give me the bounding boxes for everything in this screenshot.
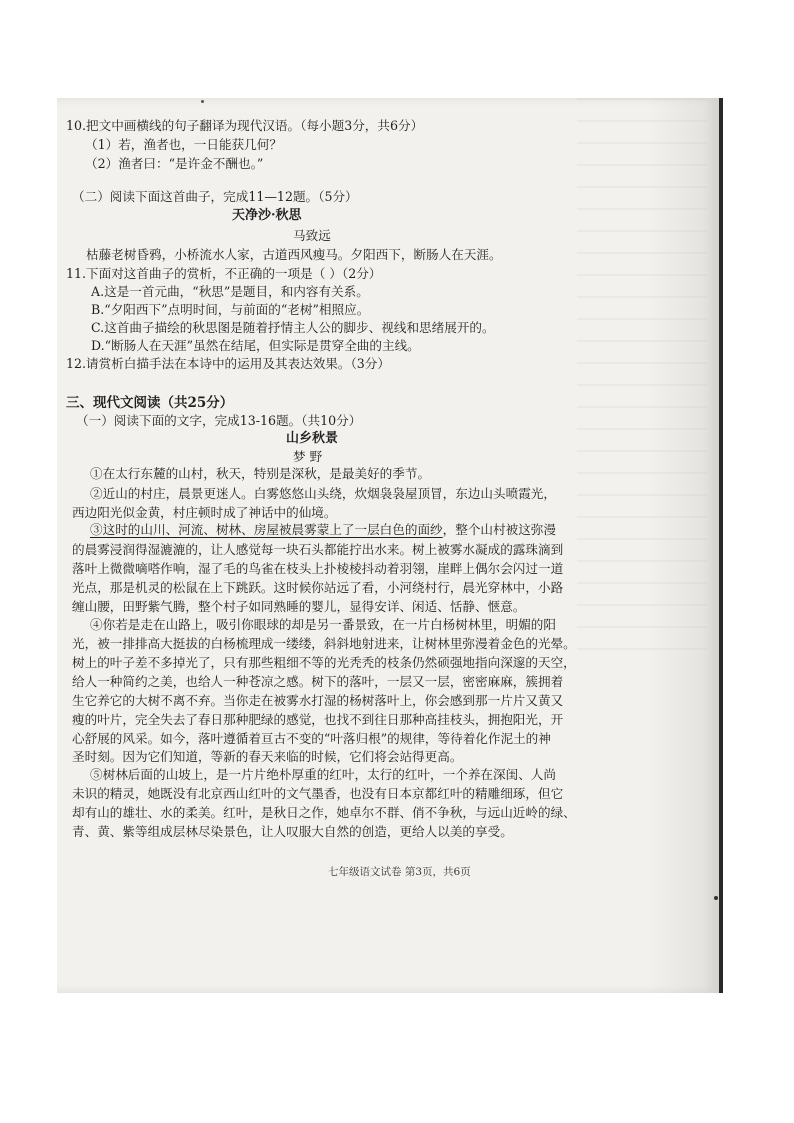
essay-p3-line3: 落叶上微微嘀嗒作响，湿了毛的鸟雀在枝头上扑棱棱抖动着羽翎，崖畔上偶尔会闪过一道 bbox=[72, 561, 564, 576]
q11-option-c: C.这首曲子描绘的秋思图是随着抒情主人公的脚步、视线和思绪展开的。 bbox=[91, 320, 495, 335]
q11-option-b: B.“夕阳西下”点明时间，与前面的“老树”相照应。 bbox=[91, 302, 370, 317]
poem-title: 天净沙·秋思 bbox=[232, 208, 302, 223]
back-page-bleed bbox=[577, 98, 707, 658]
q11-option-d: D.“断肠人在天涯”虽然在结尾，但实际是贯穿全曲的主线。 bbox=[91, 338, 420, 353]
essay-p2-line2: 西边阳光似金黄，村庄顿时成了神话中的仙境。 bbox=[72, 505, 337, 520]
section-3-heading: 三、现代文阅读（共25分） bbox=[66, 395, 234, 411]
essay-title: 山乡秋景 bbox=[286, 431, 339, 446]
speck bbox=[714, 896, 718, 900]
essay-p4-line2: 光，被一排排高大挺拔的白杨梳理成一缕缕，斜斜地射进来，让树林里弥漫着金色的光晕。 bbox=[72, 636, 576, 651]
essay-p5-line2: 未识的精灵，她既没有北京西山红叶的文气墨香，也没有日本京都红叶的精雕细琢，但它 bbox=[72, 786, 564, 801]
essay-p5-line3: 却有山的雄壮、水的柔美。红叶，是秋日之作，她卓尔不群、俏不争秋，与远山近岭的绿、 bbox=[72, 805, 576, 820]
q10-sentence-1: （1）若，渔者也，一日能获几何？ bbox=[85, 137, 282, 152]
essay-p4-line3: 树上的叶子差不多掉光了，只有那些粗细不等的光秃秃的枝条仍然硕强地指向深邃的天空， bbox=[72, 655, 576, 670]
section-2-heading: （二）阅读下面这首曲子，完成11—12题。（5分） bbox=[72, 189, 358, 204]
section-3-sub: （一）阅读下面的文字，完成13-16题。（共10分） bbox=[76, 413, 362, 428]
q10-title: 10.把文中画横线的句子翻译为现代汉语。（每小题3分，共6分） bbox=[66, 118, 424, 133]
essay-p4-line7: 心舒展的风采。如今，落叶遵循着亘古不变的“叶落归根”的规律，等待着化作泥土的神 bbox=[72, 731, 551, 746]
q12-title: 12.请赏析白描手法在本诗中的运用及其表达效果。（3分） bbox=[66, 356, 390, 371]
essay-p4-line5: 生它养它的大树不离不弃。当你走在被雾水打湿的杨树落叶上，你会感到那一片片又黄又 bbox=[72, 693, 564, 708]
essay-p4-line8: 圣时刻。因为它们知道，等新的春天来临的时候，它们将会站得更高。 bbox=[72, 749, 463, 764]
underlined-sentence: ③这时的山川、河流、树林、房屋被晨雾蒙上了一层白色的面纱 bbox=[90, 522, 443, 537]
essay-p3-line1 bbox=[90, 522, 556, 538]
essay-p3-line1-rest: ，整个山村被这弥漫 bbox=[442, 522, 556, 537]
essay-p4-line6: 瘦的叶片，完全失去了春日那种肥绿的感觉，也找不到往日那种高挂枝头，拥抱阳光，开 bbox=[72, 712, 564, 727]
essay-p4-line1: ④你若是走在山路上，吸引你眼球的却是另一番景致，在一片白杨树林里，明媚的阳 bbox=[90, 617, 556, 632]
essay-p3-line4: 光点，那是机灵的松鼠在上下跳跃。这时候你站远了看，小河绕村行，晨光穿林中，小路 bbox=[72, 580, 564, 595]
essay-p3-line5: 缠山腰，田野紫气腾，整个村子如同熟睡的婴儿，显得安详、闲适、恬静、惬意。 bbox=[72, 599, 526, 614]
essay-p5-line1: ⑤树林后面的山坡上，是一片片绝朴厚重的红叶，太行的红叶，一个养在深闺、人尚 bbox=[90, 767, 556, 782]
speck bbox=[201, 100, 204, 103]
poem-text: 枯藤老树昏鸦，小桥流水人家，古道西风瘦马。夕阳西下，断肠人在天涯。 bbox=[86, 247, 502, 262]
essay-p1: ①在太行东麓的山村，秋天，特别是深秋，是最美好的季节。 bbox=[90, 466, 431, 481]
q10-sentence-2: （2）渔者曰：“是许金不酬也。” bbox=[85, 156, 264, 171]
q11-title: 11.下面对这首曲子的赏析，不正确的一项是（ ）（2分） bbox=[66, 266, 382, 281]
poem-author: 马致远 bbox=[293, 228, 331, 243]
essay-p5-line4: 青、黄、紫等组成层林尽染景色，让人叹服大自然的创造，更给人以美的享受。 bbox=[72, 824, 513, 839]
essay-author: 梦 野 bbox=[293, 449, 323, 464]
page-footer: 七年级语文试卷 第3页，共6页 bbox=[328, 866, 471, 878]
q11-option-a: A.这是一首元曲，“秋思”是题目，和内容有关系。 bbox=[91, 284, 369, 299]
essay-p3-line2: 的晨雾浸润得湿漉漉的，让人感觉每一块石头都能拧出水来。树上被雾水凝成的露珠滴到 bbox=[72, 542, 564, 557]
essay-p4-line4: 给人一种简约之美，也给人一种苍凉之感。树下的落叶，一层又一层，密密麻麻，簇拥着 bbox=[72, 674, 564, 689]
essay-p2-line1: ②近山的村庄，晨景更迷人。白雾悠悠山头绕，炊烟袅袅屋顶冒，东边山头喷霞光， bbox=[90, 486, 556, 501]
